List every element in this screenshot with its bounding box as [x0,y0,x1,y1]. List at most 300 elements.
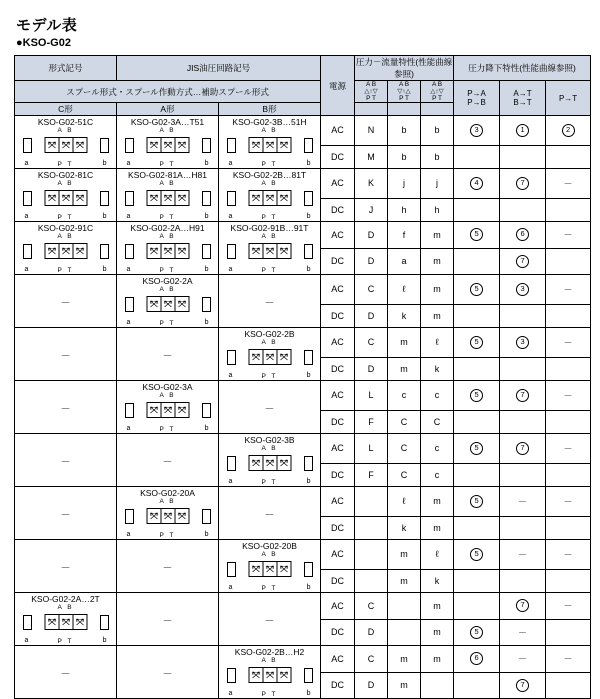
symbol-ports-ab: A B [57,233,74,240]
power-cell: AC [321,381,355,411]
valve-position [263,562,277,576]
solenoid-left-icon [125,509,134,524]
power-cell: DC [321,304,355,327]
model-cell-b [219,169,321,222]
pq-value-1 [355,516,388,539]
power-cell: DC [321,672,355,699]
valve-body [248,190,291,206]
solenoid-right-icon [304,138,313,153]
flow-arrow-icon [250,458,261,468]
symbol-label-b: b [306,266,311,273]
page-title: モデル表 [16,17,78,34]
solenoid-right-icon [100,244,109,259]
symbol-label-b: b [204,266,209,273]
symbol-ports-pt: P T [261,214,278,221]
curve-ref-badge: 7 [516,255,529,268]
valve-position [277,562,290,576]
drop-value-1 [454,116,500,146]
drop-value-2 [500,569,546,592]
model-table [14,55,591,699]
flow-arrow-icon [278,670,289,680]
drop-value-1 [454,487,500,517]
drop-value-1 [454,434,500,464]
model-name: KSO-G02-2B…H2 [234,647,305,657]
curve-ref-badge: 5 [470,626,483,639]
pq-value-2: b [388,116,421,146]
flow-arrow-icon [148,511,159,521]
drop-value-1 [454,304,500,327]
model-cell-b [219,434,321,487]
pq-value-3: b [421,116,454,146]
solenoid-right-icon [304,191,313,206]
drop-value-2 [500,145,546,168]
power-cell: AC [321,275,355,305]
valve-position [161,138,175,152]
symbol-ports-ab: A B [261,657,278,664]
header-pq-b [388,103,421,116]
drop-value-1 [454,593,500,620]
pq-value-2: f [388,222,421,249]
valve-position [249,562,263,576]
pq-value-2: m [388,357,421,380]
symbol-label-a: a [228,690,233,697]
pq-value-2: k [388,516,421,539]
model-name: KSO-G02-2A…H91 [130,223,205,233]
drop-value-3: － [546,487,591,517]
solenoid-left-icon [125,403,134,418]
drop-value-3 [546,463,591,486]
pq-value-1: D [355,248,388,275]
header-drop-pt: P→T [546,81,591,116]
flow-arrow-icon [278,564,289,574]
drop-value-2 [500,434,546,464]
model-name: KSO-G02-3B [244,435,295,445]
curve-ref-badge: 7 [516,442,529,455]
valve-position [263,191,277,205]
valve-position [45,615,59,629]
drop-value-3 [546,304,591,327]
pq-value-3: h [421,198,454,221]
solenoid-left-icon [125,297,134,312]
model-cell-c [15,593,117,646]
header-pq-a [355,103,388,116]
solenoid-right-icon [202,191,211,206]
symbol-label-a: a [126,425,131,432]
valve-position [59,244,73,258]
hydraulic-symbol [123,287,213,327]
symbol-label-b: b [306,372,311,379]
pq-value-3: m [421,646,454,673]
valve-body [44,137,87,153]
table-header-row-1 [15,56,591,81]
flow-arrow-icon [148,405,159,415]
drop-value-3 [546,410,591,433]
pq-value-3: m [421,222,454,249]
model-cell-c [15,540,117,593]
pq-value-3: c [421,463,454,486]
pq-value-1 [355,487,388,517]
drop-value-2 [500,410,546,433]
symbol-ports-pt: P T [57,638,74,645]
drop-value-2: － [500,619,546,646]
flow-arrow-icon [176,511,187,521]
table-row [15,646,591,673]
pq-value-3: k [421,357,454,380]
model-name: － [162,350,173,362]
symbol-label-b: b [204,160,209,167]
flow-arrow-icon [162,140,173,150]
pq-value-1: F [355,410,388,433]
power-cell: AC [321,116,355,146]
symbol-ports-ab: A B [159,127,176,134]
valve-body [44,614,87,630]
symbol-ports-pt: P T [261,691,278,698]
valve-position [263,350,277,364]
symbol-label-a: a [228,372,233,379]
pq-value-3: ℓ [421,328,454,358]
solenoid-right-icon [304,244,313,259]
symbol-ports-pt: P T [159,532,176,539]
pq-value-3: k [421,569,454,592]
valve-position [249,191,263,205]
pq-value-1: C [355,593,388,620]
symbol-label-a: a [126,319,131,326]
power-cell: DC [321,357,355,380]
drop-value-2 [500,357,546,380]
header-drop-at: A→T B→T [500,81,546,116]
model-name: － [264,509,275,521]
curve-ref-badge: 3 [516,336,529,349]
model-cell-c [15,222,117,275]
valve-position [277,138,290,152]
symbol-ports-ab: A B [159,498,176,505]
flow-arrow-icon [46,246,57,256]
pq-value-1: D [355,304,388,327]
model-cell-c [15,487,117,540]
power-cell: DC [321,410,355,433]
valve-body [146,137,189,153]
valve-body [248,349,291,365]
symbol-label-a: a [228,584,233,591]
drop-value-2 [500,593,546,620]
solenoid-right-icon [304,668,313,683]
symbol-ports-ab: A B [159,180,176,187]
hydraulic-symbol [123,234,213,274]
symbol-ports-pt: P T [261,585,278,592]
flow-arrow-icon [278,458,289,468]
solenoid-right-icon [304,456,313,471]
solenoid-right-icon [202,138,211,153]
flow-arrow-icon [46,617,57,627]
model-cell-a [117,487,219,540]
header-drop: 圧力降下特性(性能曲線参照) [454,56,591,81]
model-cell-c [15,328,117,381]
pq-value-1: N [355,116,388,146]
curve-ref-badge: 7 [516,599,529,612]
hydraulic-symbol [225,234,315,274]
flow-arrow-icon [74,140,85,150]
symbol-label-b: b [102,266,107,273]
pq-value-2: k [388,304,421,327]
solenoid-left-icon [23,244,32,259]
symbol-ports-ab: A B [261,551,278,558]
drop-value-3 [546,516,591,539]
table-body [15,116,591,699]
drop-value-3: － [546,169,591,199]
symbol-label-a: a [126,213,131,220]
curve-ref-badge: 5 [470,389,483,402]
valve-body [248,243,291,259]
power-cell: AC [321,487,355,517]
model-name: KSO-G02-2B [244,329,295,339]
model-cell-c [15,381,117,434]
pq-value-1 [355,569,388,592]
power-cell: DC [321,248,355,275]
curve-ref-badge: 3 [470,124,483,137]
table-row [15,593,591,620]
model-name: － [60,350,71,362]
valve-position [73,615,86,629]
model-name: － [60,403,71,415]
hydraulic-symbol [225,181,315,221]
drop-value-1 [454,646,500,673]
flow-arrow-icon [176,405,187,415]
drop-value-1 [454,275,500,305]
symbol-label-b: b [204,425,209,432]
table-row [15,328,591,358]
hydraulic-symbol [21,605,111,645]
symbol-ports-pt: P T [159,426,176,433]
drop-value-2 [500,275,546,305]
model-cell-c [15,116,117,169]
symbol-ports-pt: P T [57,161,74,168]
drop-value-2 [500,672,546,699]
model-name: KSO-G02-20A [140,488,195,498]
valve-body [44,243,87,259]
solenoid-right-icon [202,509,211,524]
valve-position [277,191,290,205]
flow-arrow-icon [250,140,261,150]
flow-arrow-icon [162,299,173,309]
valve-body [248,455,291,471]
hydraulic-symbol [21,181,111,221]
solenoid-left-icon [227,191,236,206]
solenoid-left-icon [227,350,236,365]
model-cell-c [15,646,117,699]
pq-value-3: b [421,145,454,168]
symbol-label-a: a [228,478,233,485]
pq-value-2: m [388,672,421,699]
model-name: － [162,668,173,680]
symbol-ports-pt: P T [159,267,176,274]
hydraulic-symbol [225,658,315,698]
model-cell-b [219,593,321,646]
curve-ref-badge: 2 [562,124,575,137]
pq-value-3: ℓ [421,540,454,570]
valve-position [161,403,175,417]
valve-position [175,297,188,311]
pq-value-1: D [355,222,388,249]
flow-arrow-icon [264,193,275,203]
pq-value-3: j [421,169,454,199]
solenoid-left-icon [227,562,236,577]
symbol-ports-ab: A B [57,127,74,134]
pq-value-1: K [355,169,388,199]
curve-ref-badge: 1 [516,124,529,137]
table-header-row-2 [15,81,591,103]
symbol-ports-ab: A B [57,180,74,187]
curve-ref-badge: 5 [470,442,483,455]
valve-position [147,509,161,523]
flow-arrow-icon [278,193,289,203]
symbol-ports-pt: P T [57,214,74,221]
valve-position [73,138,86,152]
power-cell: DC [321,516,355,539]
drop-value-3 [546,145,591,168]
pq-value-2: j [388,169,421,199]
model-cell-b [219,222,321,275]
page-subtitle: ●KSO-G02 [16,37,71,49]
flow-arrow-icon [250,246,261,256]
symbol-label-b: b [306,584,311,591]
symbol-ports-pt: P T [159,320,176,327]
valve-position [161,191,175,205]
symbol-ports-ab: A B [159,233,176,240]
header-type-c: C形 [15,103,117,116]
hydraulic-symbol [225,128,315,168]
power-cell: DC [321,619,355,646]
drop-value-1 [454,145,500,168]
curve-ref-badge: 7 [516,679,529,692]
flow-arrow-icon [278,140,289,150]
pq-value-3: m [421,487,454,517]
valve-position [263,456,277,470]
pq-value-1: D [355,357,388,380]
symbol-ports-pt: P T [159,214,176,221]
valve-position [59,615,73,629]
hydraulic-symbol [21,234,111,274]
pq-value-2: b [388,145,421,168]
power-cell: DC [321,569,355,592]
symbol-label-a: a [228,213,233,220]
curve-ref-badge: 4 [470,177,483,190]
drop-value-3: － [546,540,591,570]
flow-arrow-icon [60,617,71,627]
hydraulic-symbol [123,181,213,221]
solenoid-right-icon [100,191,109,206]
solenoid-left-icon [23,615,32,630]
hydraulic-symbol [225,340,315,380]
flow-arrow-icon [264,670,275,680]
pq-value-3: m [421,593,454,620]
symbol-ports-pt: P T [57,267,74,274]
flow-arrow-icon [74,617,85,627]
header-type-b: B形 [219,103,321,116]
header-jis: JIS油圧回路記号 [117,56,321,81]
pq-value-2: m [388,540,421,570]
header-pq: 圧力－流量特性(性能曲線参照) [355,57,453,79]
flow-arrow-icon [264,564,275,574]
drop-value-1 [454,540,500,570]
valve-position [175,403,188,417]
pq-value-1: D [355,672,388,699]
valve-position [249,244,263,258]
symbol-label-a: a [126,160,131,167]
flow-arrow-icon [162,246,173,256]
pq-value-3 [421,672,454,699]
valve-body [248,667,291,683]
pq-value-3: C [421,410,454,433]
pq-value-3: c [421,434,454,464]
curve-ref-badge: 7 [516,389,529,402]
flow-arrow-icon [250,670,261,680]
model-cell-a [117,593,219,646]
valve-position [263,138,277,152]
model-name: － [60,509,71,521]
symbol-ports-ab: A B [57,604,74,611]
solenoid-left-icon [23,191,32,206]
pq-value-1: C [355,328,388,358]
model-name: KSO-G02-91C [37,223,94,233]
model-cell-b [219,381,321,434]
pq-value-2: ℓ [388,275,421,305]
pq-value-2: a [388,248,421,275]
solenoid-left-icon [125,191,134,206]
table-row [15,222,591,249]
symbol-label-a: a [228,160,233,167]
hydraulic-symbol [123,393,213,433]
valve-body [248,137,291,153]
flow-arrow-icon [46,140,57,150]
model-cell-b [219,328,321,381]
pq-value-1: D [355,619,388,646]
valve-body [146,243,189,259]
symbol-label-a: a [126,266,131,273]
drop-value-1 [454,516,500,539]
valve-position [45,138,59,152]
drop-value-1 [454,463,500,486]
flow-arrow-icon [60,140,71,150]
model-cell-a [117,328,219,381]
model-name: － [264,403,275,415]
pq-value-3: m [421,619,454,646]
valve-body [44,190,87,206]
valve-position [175,191,188,205]
power-cell: AC [321,646,355,673]
valve-position [249,138,263,152]
drop-value-2 [500,222,546,249]
solenoid-right-icon [100,138,109,153]
drop-value-3 [546,116,591,146]
model-name: KSO-G02-3A [142,382,193,392]
flow-arrow-icon [162,405,173,415]
symbol-label-b: b [306,478,311,485]
flow-arrow-icon [176,299,187,309]
flow-arrow-icon [162,193,173,203]
model-cell-a [117,169,219,222]
drop-value-1 [454,198,500,221]
power-cell: AC [321,169,355,199]
symbol-ports-ab: A B [261,339,278,346]
symbol-label-b: b [102,213,107,220]
pq-value-1: J [355,198,388,221]
header-drop-pa: P→A P→B [454,81,500,116]
flow-arrow-icon [60,246,71,256]
symbol-label-a: a [126,531,131,538]
symbol-label-b: b [204,531,209,538]
valve-position [147,244,161,258]
model-cell-a [117,222,219,275]
